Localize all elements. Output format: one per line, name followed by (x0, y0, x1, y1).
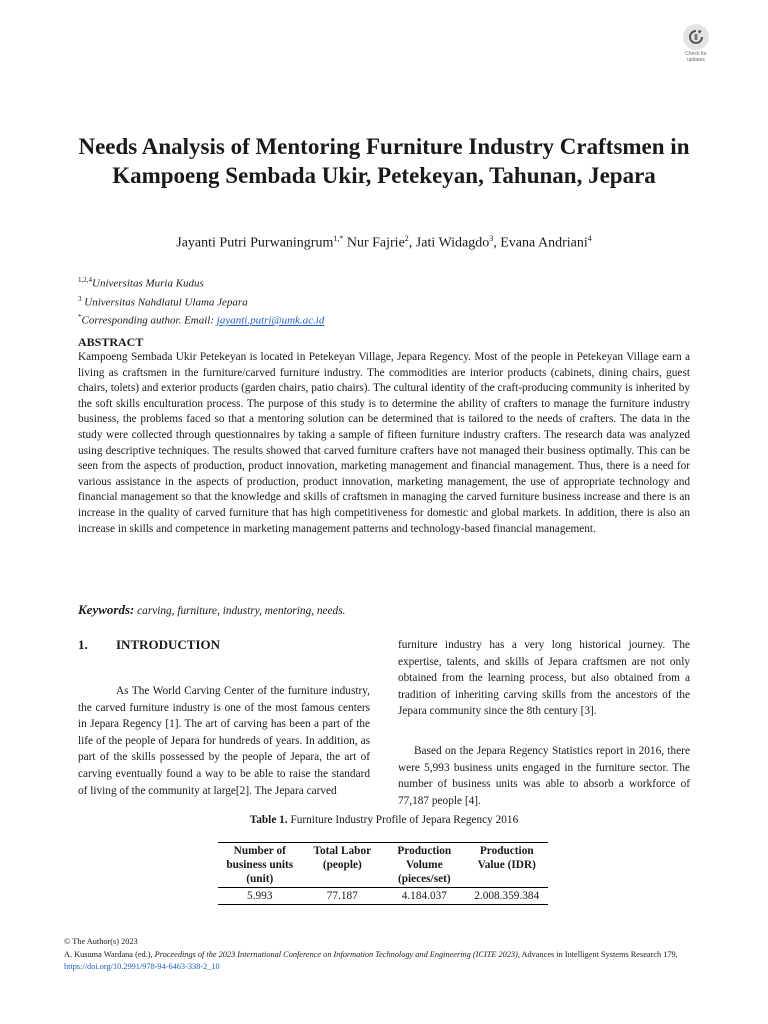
corresponding-author: *Corresponding author. Email: jayanti.putri@umk.ac.id (78, 313, 325, 327)
table-header: Total Labor (people) (302, 843, 384, 888)
author-name: Evana Andriani (500, 235, 588, 251)
table-row (218, 888, 548, 905)
badge-label: Check for updates (685, 51, 707, 63)
author-sup: 3 (489, 234, 494, 243)
paper-title: Needs Analysis of Mentoring Furniture Industry Craftsmen in Kampoeng Sembada Ukir, Petekeyan, Tahunan, Jepara (78, 134, 690, 188)
check-for-updates-badge[interactable] (676, 24, 716, 64)
keywords-text: carving, furniture, industry, mentoring, needs. (134, 605, 346, 617)
author-name: Nur Fajrie (346, 235, 405, 251)
table-caption: Table 1. Furniture Industry Profile of Jepara Regency 2016 (249, 814, 519, 826)
table-cell: 77.187 (302, 888, 384, 905)
abstract-text: Kampoeng Sembada Ukir Petekeyan is located in Petekeyan Village, Jepara Regency. Most of the people in Petekeyan Village earn a living as craftsmen in the furniture/carved furniture industry. The commodities are interior products (cabinets, dining chairs, guest chairs, tolets) and exterior products (garden chairs, patio chairs). The cultural identity of the craft-producing community is inherited by the soft skills enculturation process. The purpose of this study is to determine the ability of crafters to manage the furniture industry business, the problems faced so that a mentoring solution can be determined that is tailored to the needs of crafters. The data in the study were collected through questionnaires by taking a sample of fifteen furniture industry crafters. The research data was analyzed using descriptive techniques. The results showed that carved furniture crafters have not managed their business optimally. This can be seen from the aspects of production, product innovation, marketing management and financial management. Thus, there is a need for various assistance in the aspects of production, product innovation, marketing management, the use of appropriate technology and financial management so that the knowledge and skills of craftsmen in managing the carved furniture business increase and there is an increase in the quality of carved furniture that has high competitiveness for domestic and global markets. In addition, there is also an increase in skills and competence in marketing management patterns and technology-based financial management. (78, 351, 690, 535)
intro-paragraph-3: Based on the Jepara Regency Statistics report in 2016, there were 5,993 business units engaged in the furniture sector. The number of business units was able to absorb a workforce of 77,187 people [4]. (398, 745, 690, 807)
intro-paragraph-2: furniture industry has a very long historical journey. The expertise, talents, and skills of Jepara craftsmen are not only obtained from the learning process, but also obtained from a tradition of inheriting carving skills from the ancestors of the Jepara community since the 8th century [3]. (398, 639, 690, 718)
table-cell: 4.184.037 (383, 888, 465, 905)
author-sup: 4 (587, 234, 592, 243)
table-cell: 5.993 (218, 888, 302, 905)
citation: A. Kusuma Wardana (ed.), Proceedings of the 2023 International Conference on Information Technology and Engineering (ICITE 2023), Advances in Intelligent Systems Research 179, (64, 949, 678, 959)
furniture-profile-table (218, 842, 548, 905)
author-name: Jati Widagdo (415, 235, 490, 251)
author-list: Jayanti Putri Purwaningrum$^{1,*}$ Nur Fajrie$^2$, Jati Widagdo$^3$, Evana Andriani$^4$ (176, 234, 592, 251)
check-for-updates-icon (683, 24, 709, 50)
affiliations (78, 273, 324, 329)
table-cell: 2.008.359.384 (466, 888, 548, 905)
abstract-heading: ABSTRACT (78, 335, 144, 349)
page-footer (64, 936, 704, 974)
table-header: Production Volume (pieces/set) (383, 843, 465, 888)
keywords (78, 602, 345, 618)
author-name: Jayanti Putri Purwaningrum (176, 235, 334, 251)
table-header-row (218, 843, 548, 888)
copyright: © The Author(s) 2023 (64, 937, 138, 946)
author-sup: 2 (404, 234, 409, 243)
author-sup: 1,* (333, 234, 344, 243)
section-heading-introduction: 1. INTRODUCTION (78, 637, 221, 652)
table-header: Number of business units (unit) (218, 843, 302, 888)
affiliation-2: $^3$ Universitas Nahdlatul Ulama Jepara (78, 294, 248, 309)
intro-paragraph-1: As The World Carving Center of the furniture industry, the carved furniture industry is one of the most famous centers in Jepara Regency [1]. The art of carving has been a part of the life of the people of Jepara for hundreds of years. In addition, as part of the skills possessed by the people of Jepara, the art of carving eventually found a way to be able to raise the standard of living of the community at large[2]. The Jepara carved (78, 685, 370, 797)
doi-link[interactable]: https://doi.org/10.2991/978-94-6463-338-2_10 (64, 962, 220, 972)
affiliation-1: $^{1,2,4}$Universitas Muria Kudus (78, 276, 204, 290)
email-link[interactable]: jayanti.putri@umk.ac.id (216, 314, 325, 327)
table-header: Production Value (IDR) (466, 843, 548, 888)
keywords-label: Keywords: (78, 602, 135, 617)
